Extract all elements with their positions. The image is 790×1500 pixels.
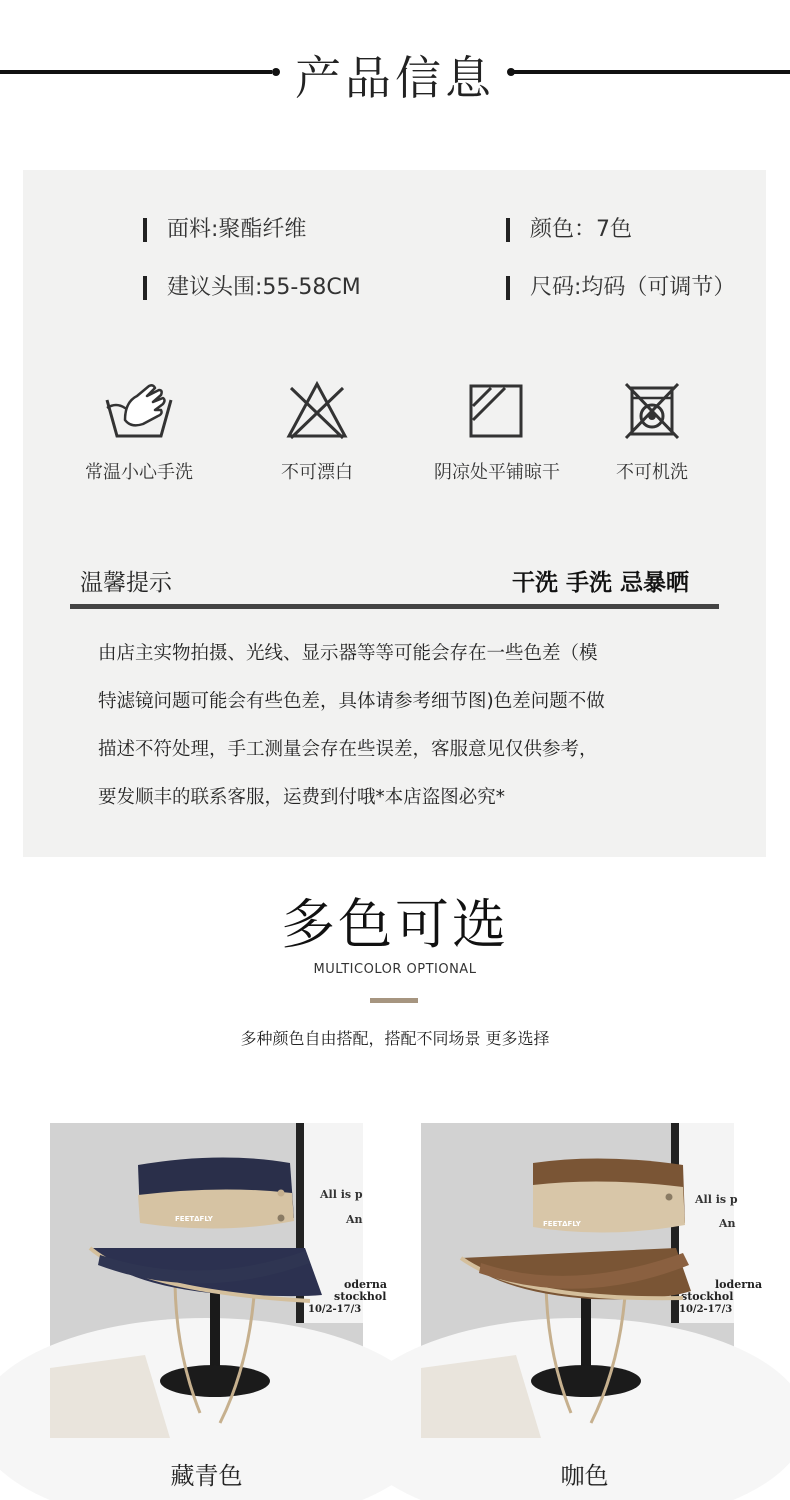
product-name-brown: 咖色	[560, 1462, 609, 1490]
product-photo-brown[interactable]	[421, 1123, 763, 1438]
svg-text:An: An	[719, 1217, 736, 1230]
product-photo-navy[interactable]	[50, 1123, 387, 1438]
brown-hat-image	[421, 1123, 763, 1438]
svg-text:loderna: loderna	[715, 1278, 763, 1291]
dry-flat-shade-icon	[467, 380, 527, 442]
navy-hat-image	[50, 1123, 387, 1438]
page-title: 产品信息	[295, 51, 495, 105]
multicolor-title: 多色可选	[281, 893, 509, 956]
section-header	[0, 40, 790, 104]
spec-head-size: 建议头围:55-58CM	[143, 274, 361, 302]
tips-title: 温馨提示	[80, 570, 172, 596]
svg-text:All is p: All is p	[695, 1193, 738, 1206]
product-name-navy: 藏青色	[170, 1462, 243, 1490]
svg-text:stockhol: stockhol	[681, 1290, 734, 1303]
spec-size: 尺码:均码（可调节）	[506, 274, 735, 302]
svg-text:10/2-17/3: 10/2-17/3	[308, 1304, 362, 1315]
hand-wash-icon	[103, 380, 175, 442]
accent-divider	[370, 998, 418, 1003]
svg-text:FEETΔFLY: FEETΔFLY	[543, 1220, 581, 1228]
care-item-no-bleach	[232, 380, 402, 484]
care-label: 不可机洗	[616, 462, 688, 483]
svg-text:stockhol: stockhol	[334, 1290, 387, 1303]
notice-line: 要发顺丰的联系客服，运费到付哦*本店盗图必究*	[98, 787, 506, 808]
svg-text:10/2-17/3: 10/2-17/3	[679, 1304, 733, 1315]
no-bleach-icon	[285, 380, 349, 442]
spec-color: 颜色：7色	[506, 216, 632, 244]
svg-text:All is p: All is p	[320, 1188, 363, 1201]
svg-text:An: An	[346, 1213, 363, 1226]
multicolor-description: 多种颜色自由搭配，搭配不同场景 更多选择	[240, 1029, 550, 1048]
care-label: 阴凉处平铺晾干	[434, 462, 560, 483]
svg-text:FEETΔFLY: FEETΔFLY	[175, 1215, 213, 1223]
notice-text	[98, 630, 698, 822]
header-line-right	[514, 70, 790, 74]
spec-fabric: 面料:聚酯纤维	[143, 216, 306, 244]
info-panel	[23, 170, 766, 857]
notice-line: 由店主实物拍摄、光线、显示器等等可能会存在一些色差（模	[98, 643, 598, 664]
tips-header	[70, 558, 719, 609]
wash-instructions: 干洗 手洗 忌暴晒	[511, 570, 689, 596]
care-label: 常温小心手洗	[85, 462, 193, 483]
care-item-dry-flat-shade	[412, 380, 582, 484]
no-machine-wash-icon	[622, 380, 682, 442]
multicolor-subtitle: MULTICOLOR OPTIONAL	[313, 962, 477, 977]
care-item-no-machine-wash	[567, 380, 737, 484]
care-item-hand-wash	[54, 380, 224, 484]
care-label: 不可漂白	[281, 462, 353, 483]
svg-text:oderna: oderna	[344, 1278, 387, 1291]
notice-line: 描述不符处理，手工测量会存在些误差，客服意见仅供参考，	[98, 739, 598, 760]
notice-line: 特滤镜问题可能会有些色差，具体请参考细节图)色差问题不做	[98, 691, 605, 712]
